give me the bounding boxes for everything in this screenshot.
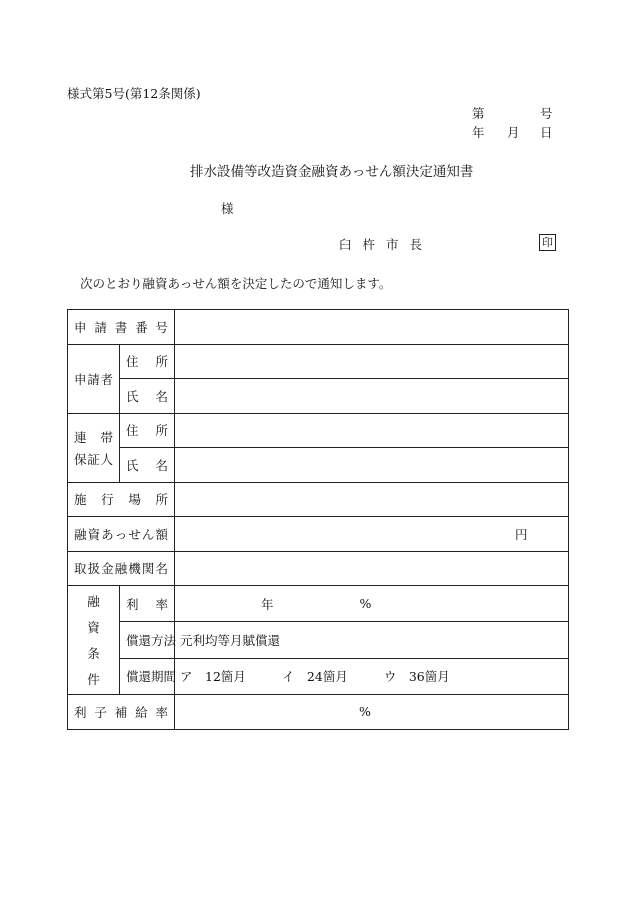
number-prefix: 第 xyxy=(472,106,485,121)
row-bank xyxy=(68,551,569,586)
row-repayment-method xyxy=(68,622,569,658)
label-repayment-method: 償 還 方 法 xyxy=(126,632,177,648)
period-option-24[interactable]: イ 24箇月 xyxy=(281,669,348,685)
form-number: 様式第5号(第12条関係) xyxy=(67,86,201,101)
field-interest-rate[interactable] xyxy=(175,586,569,622)
label-guarantor-name: 氏 名 xyxy=(126,457,169,473)
decision-table xyxy=(67,309,569,730)
field-repayment-period[interactable] xyxy=(175,658,569,694)
label-applicant: 申 請 者 xyxy=(74,371,113,387)
per-year-label: 年 xyxy=(261,596,274,612)
issuer-name: 臼杵市長 xyxy=(339,237,434,252)
label-site: 施 行 場 所 xyxy=(74,492,168,508)
field-bank[interactable] xyxy=(175,551,569,586)
field-guarantor-name[interactable] xyxy=(175,448,569,483)
period-option-12[interactable]: ア 12箇月 xyxy=(180,669,246,685)
row-repayment-period xyxy=(68,658,569,694)
label-application-no: 申 請 書 番 号 xyxy=(74,319,169,335)
row-amount xyxy=(68,517,569,552)
period-option-36[interactable]: ウ 36箇月 xyxy=(383,669,450,685)
repayment-method-value: 元利均等月賦償還 xyxy=(180,632,281,648)
row-interest-rate xyxy=(68,586,569,622)
label-guarantor-address: 住 所 xyxy=(126,423,169,439)
label-interest-rate: 利 率 xyxy=(126,596,169,612)
label-applicant-address: 住 所 xyxy=(126,354,169,370)
intro-text: 次のとおり融資あっせん額を決定したので通知します。 xyxy=(80,276,392,291)
addressee-suffix: 様 xyxy=(221,201,234,216)
year-label: 年 xyxy=(472,125,485,140)
row-site xyxy=(68,482,569,517)
row-applicant-address xyxy=(68,344,569,379)
label-subsidy-rate: 利 子 補 給 率 xyxy=(74,704,169,720)
row-application-no xyxy=(68,310,569,345)
field-site[interactable] xyxy=(175,482,569,517)
field-applicant-address[interactable] xyxy=(175,344,569,379)
document-title: 排水設備等改造資金融資あっせん額決定通知書 xyxy=(190,164,474,180)
row-subsidy-rate xyxy=(68,695,569,730)
month-label: 月 xyxy=(507,125,520,140)
row-applicant-name xyxy=(68,379,569,414)
label-guarantor-line1: 連 帯 xyxy=(74,429,113,445)
day-label: 日 xyxy=(540,125,553,140)
subsidy-percent-label: % xyxy=(359,704,371,720)
row-guarantor-address xyxy=(68,413,569,448)
seal-mark: 印 xyxy=(539,234,556,251)
field-applicant-name[interactable] xyxy=(175,379,569,414)
yen-unit: 円 xyxy=(515,526,528,542)
field-guarantor-address[interactable] xyxy=(175,413,569,448)
field-repayment-method xyxy=(175,622,569,658)
label-amount: 融 資 あ っ せ ん 額 xyxy=(74,526,168,542)
label-bank: 取 扱 金 融 機 関 名 xyxy=(74,561,168,577)
field-amount[interactable] xyxy=(175,517,569,552)
label-loan-conditions: 融 資 条 件 xyxy=(87,594,100,687)
field-subsidy-rate[interactable] xyxy=(175,695,569,730)
number-suffix: 号 xyxy=(540,106,553,121)
label-guarantor-line2: 保 証 人 xyxy=(74,451,113,467)
field-application-no[interactable] xyxy=(175,310,569,345)
label-applicant-name: 氏 名 xyxy=(126,388,169,404)
label-repayment-period: 償 還 期 間 xyxy=(126,669,177,685)
row-guarantor-name xyxy=(68,448,569,483)
percent-label: % xyxy=(359,596,372,612)
